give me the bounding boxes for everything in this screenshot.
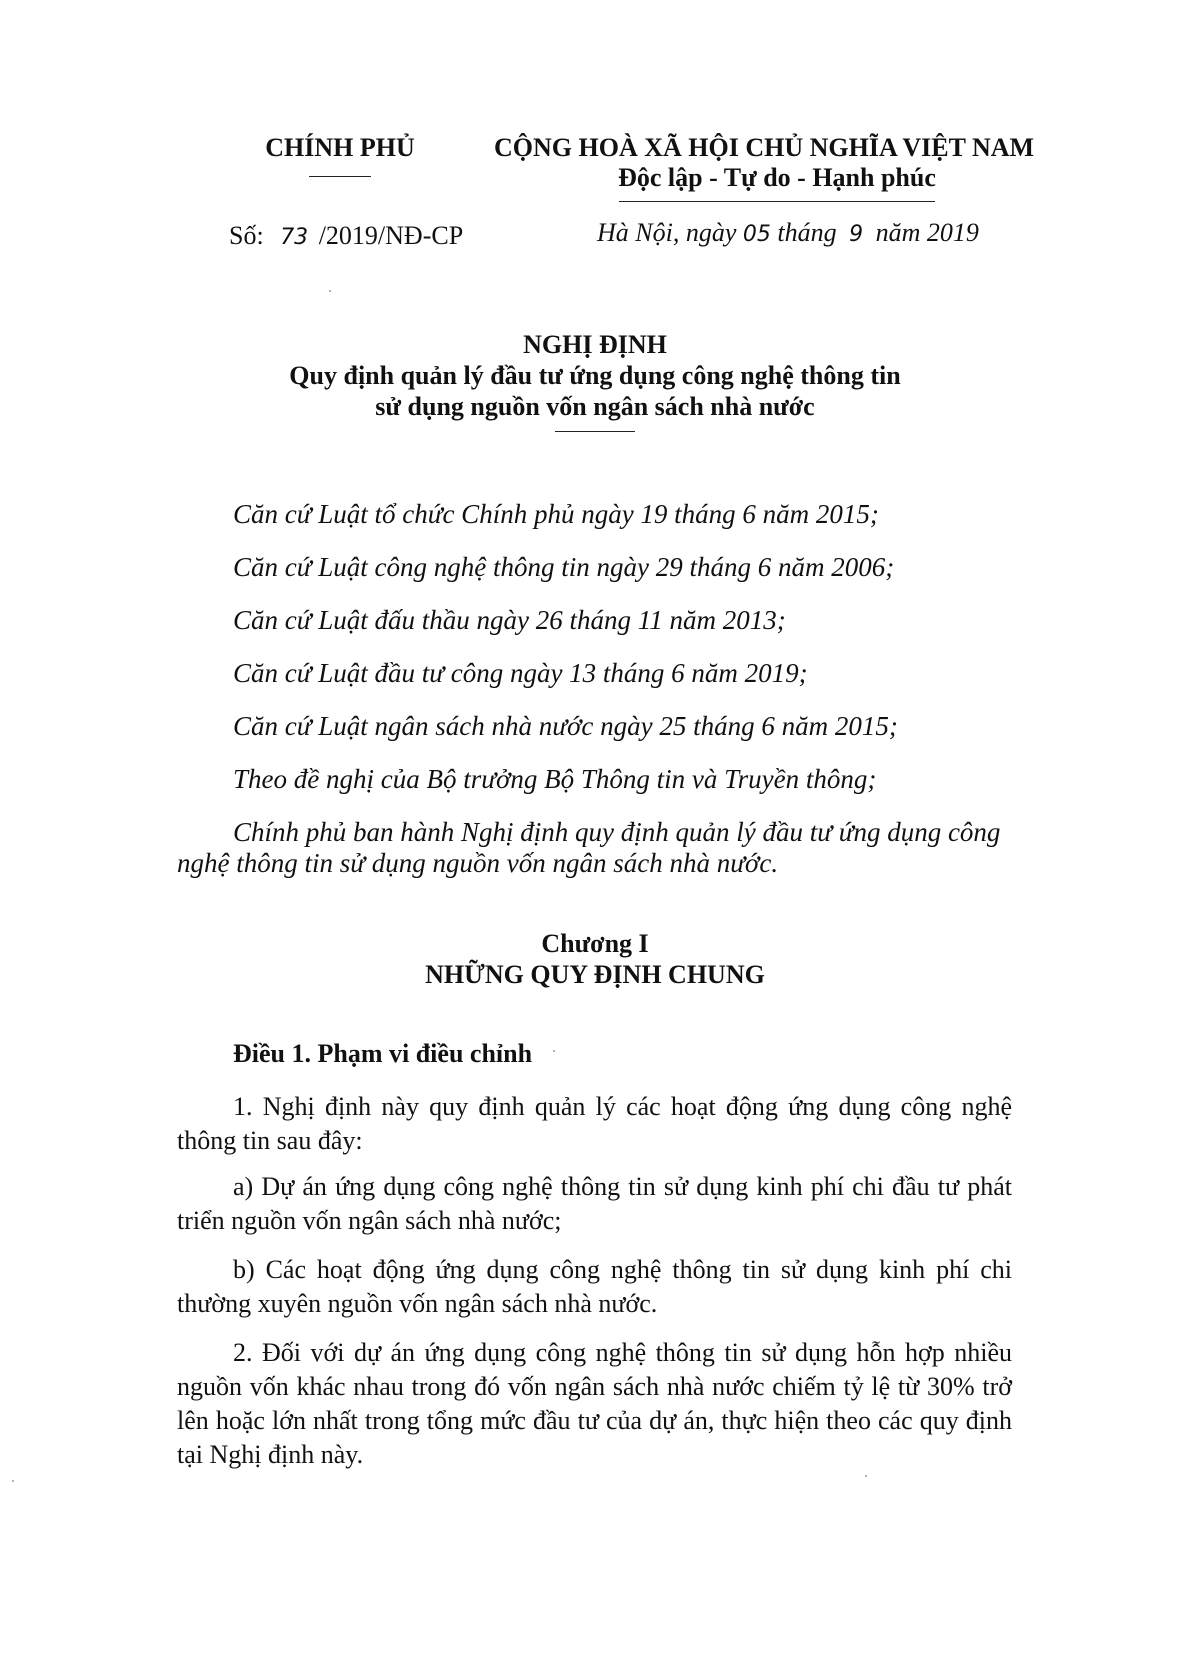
chapter-label: Chương I: [541, 929, 649, 958]
title-underline: [555, 431, 635, 432]
agency-underline: [309, 176, 371, 177]
motto-underline: [619, 201, 935, 202]
date-month: 9: [849, 222, 864, 247]
article-1-clause-1: 1. Nghị định này quy định quản lý các hoạt động ứng dụng công nghệ thông tin sau đây:: [177, 1092, 1012, 1155]
motto: Độc lập - Tự do - Hạnh phúc: [618, 163, 936, 192]
basis-5: Căn cứ Luật ngân sách nhà nước ngày 25 tháng 6 năm 2015;: [233, 711, 898, 741]
basis-4: Căn cứ Luật đầu tư công ngày 13 tháng 6 năm 2019;: [233, 658, 808, 688]
article-1-point-a: a) Dự án ứng dụng công nghệ thông tin sử dụng kinh phí chi đầu tư phát triển nguồn vốn ngân sách nhà nước;: [177, 1172, 1012, 1235]
enactment-line1: Chính phủ ban hành Nghị định quy định quản lý đầu tư ứng dụng công: [233, 817, 1001, 847]
scan-speck: [329, 290, 331, 292]
enactment-line2: nghệ thông tin sử dụng nguồn vốn ngân sách nhà nước.: [177, 848, 779, 878]
date-place: Hà Nội, ngày: [597, 218, 737, 247]
scan-speck: [553, 1050, 555, 1052]
decree-title-line1: Quy định quản lý đầu tư ứng dụng công nghệ thông tin: [289, 361, 901, 390]
basis-1: Căn cứ Luật tổ chức Chính phủ ngày 19 tháng 6 năm 2015;: [233, 499, 879, 529]
article-1-clause-2: 2. Đối với dự án ứng dụng công nghệ thông tin sử dụng hỗn hợp nhiều nguồn vốn khác nhau trong đó vốn ngân sách nhà nước chiếm tỷ lệ từ 30% trở lên hoặc lớn nhất trong tổng mức đầu tư của dự án, thực hiện theo các quy định tại Nghị định này.: [177, 1338, 1012, 1469]
number-suffix: /2019/NĐ-CP: [318, 221, 464, 250]
document-number: [229, 220, 463, 254]
scan-speck: [865, 1475, 867, 1477]
basis-3: Căn cứ Luật đấu thầu ngày 26 tháng 11 năm 2013;: [233, 605, 786, 635]
document-date: [597, 217, 979, 251]
number-handwritten: 73: [280, 225, 309, 250]
scan-speck: [12, 1480, 14, 1482]
decree-type: NGHỊ ĐỊNH: [523, 330, 667, 359]
article-1-point-b: b) Các hoạt động ứng dụng công nghệ thông tin sử dụng kinh phí chi thường xuyên nguồn vốn ngân sách nhà nước.: [177, 1255, 1012, 1318]
number-prefix: Số:: [229, 221, 264, 250]
agency-name: CHÍNH PHỦ: [265, 133, 415, 162]
date-day: 05: [742, 222, 771, 247]
date-month-label: tháng: [777, 218, 837, 247]
basis-2: Căn cứ Luật công nghệ thông tin ngày 29 tháng 6 năm 2006;: [233, 552, 895, 582]
chapter-title: NHỮNG QUY ĐỊNH CHUNG: [425, 960, 765, 989]
country-name: CỘNG HOÀ XÃ HỘI CHỦ NGHĨA VIỆT NAM: [494, 133, 1035, 162]
date-year: năm 2019: [875, 218, 979, 247]
decree-title-line2: sử dụng nguồn vốn ngân sách nhà nước: [375, 392, 815, 421]
proposal: Theo đề nghị của Bộ trưởng Bộ Thông tin và Truyền thông;: [233, 764, 877, 794]
article-1-heading: Điều 1. Phạm vi điều chỉnh: [233, 1039, 533, 1068]
